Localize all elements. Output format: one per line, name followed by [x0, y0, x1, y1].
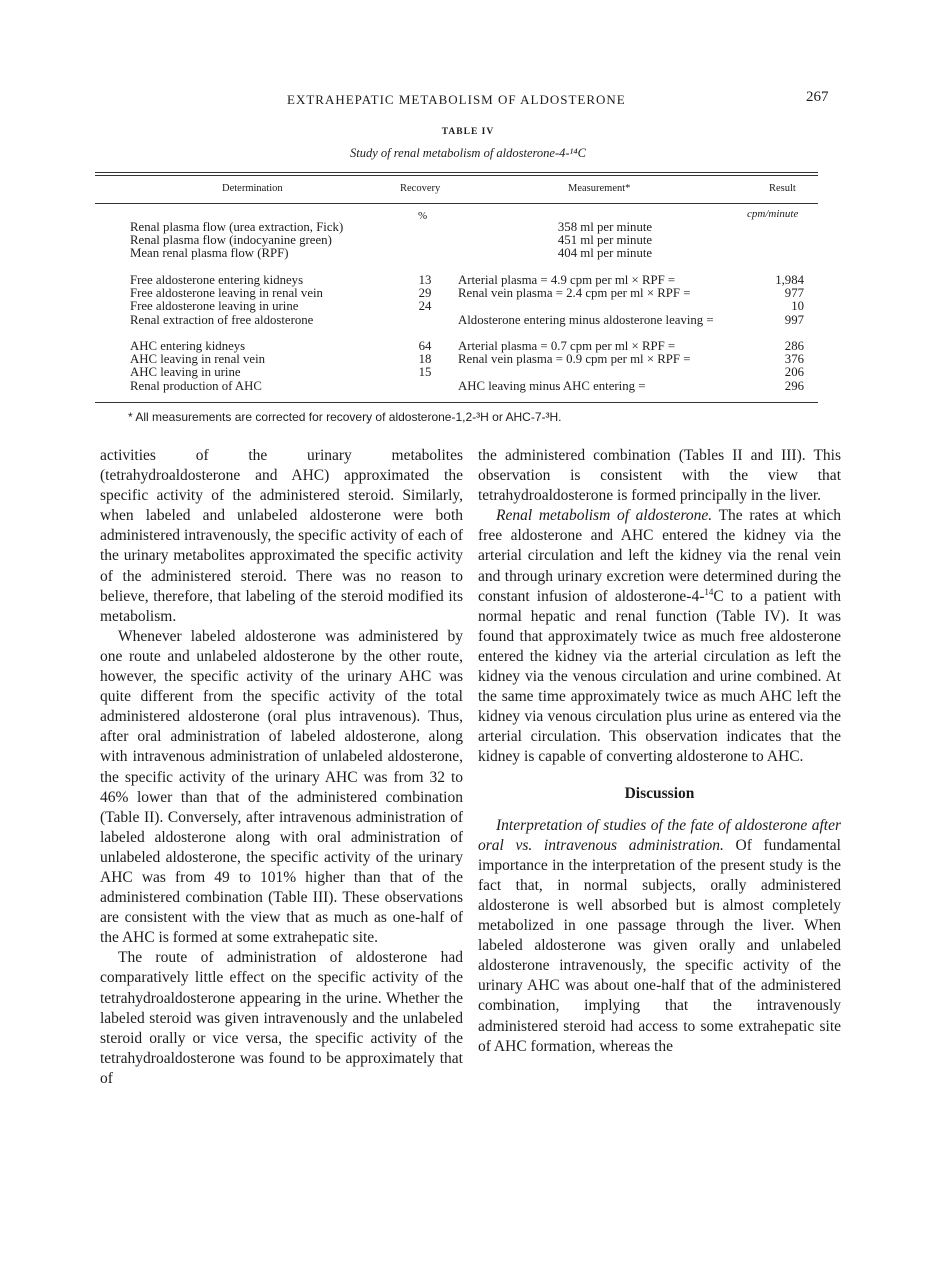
table-cell-measurement: Renal vein plasma = 0.9 cpm per ml × RPF = — [458, 352, 691, 366]
table-cell-result: 1,984 — [775, 273, 804, 287]
column-header-result: Result — [769, 183, 796, 194]
section-heading-discussion: Discussion — [624, 784, 695, 802]
table-cell-result: 286 — [784, 339, 804, 353]
table-cell-measurement: Aldosterone entering minus aldosterone leaving = — [458, 313, 714, 327]
run-in-heading: Interpretation of studies of the fate of aldosterone after oral vs. intravenous administration. — [478, 816, 841, 854]
table-cell-result: 997 — [784, 313, 804, 327]
paragraph-renal-metabolism — [478, 506, 841, 767]
table-cell-determination: AHC leaving in urine — [130, 365, 241, 379]
table-top-rule — [95, 172, 818, 173]
paragraph: The route of administration of aldosterone had comparatively little effect on the specific activity of the tetrahydroaldosterone appearing in the urine. Whether the labeled steroid was given intravenously and the unlabeled steroid orally or vice versa, the specific activity of the tetrahydroaldosterone was found to be approximately that of — [100, 949, 463, 1087]
isotope-superscript: 14 — [704, 586, 714, 597]
paragraph: the administered combination (Tables II and III). This observation is consistent with the view that tetrahydroaldosterone is formed principally in the liver. — [478, 447, 841, 505]
table-label: TABLE IV — [441, 127, 495, 137]
table-cell-determination: Renal plasma flow (urea extraction, Fick) — [130, 220, 344, 234]
table-cell-measurement: Renal vein plasma = 2.4 cpm per ml × RPF = — [458, 286, 691, 300]
table-header-rule — [95, 203, 818, 204]
paragraph: activities of the urinary metabolites (tetrahydroaldosterone and AHC) approximated the specific activity of the administered steroid. Similarly, when labeled and unlabeled aldosterone were both administered intravenously, the specific activity of each of the urinary metabolites approximated the specific activity of the administered steroid. There was no reason to believe, therefore, that labeling of the steroid modified its metabolism. — [100, 447, 463, 625]
table-cell-measurement: Arterial plasma = 4.9 cpm per ml × RPF = — [458, 273, 676, 287]
table-cell-result: 206 — [784, 365, 804, 379]
table-cell-determination: Renal production of AHC — [130, 379, 262, 393]
result-unit: cpm/minute — [747, 208, 799, 220]
run-in-heading: Renal metabolism of aldosterone. — [496, 507, 713, 525]
table-cell-recovery: 18 — [418, 352, 432, 366]
table-cell-determination: Free aldosterone entering kidneys — [130, 273, 304, 287]
table-top-rule-double — [95, 175, 818, 176]
table-cell-result: 977 — [784, 286, 804, 300]
table-cell-measurement: AHC leaving minus AHC entering = — [458, 379, 646, 393]
table-cell-determination: Mean renal plasma flow (RPF) — [130, 246, 289, 260]
table-cell-measurement: 404 ml per minute — [557, 246, 653, 260]
recovery-unit: % — [418, 210, 428, 222]
table-bottom-rule — [95, 402, 818, 403]
table-cell-determination: Renal extraction of free aldosterone — [130, 313, 314, 327]
table-cell-measurement: 358 ml per minute — [557, 220, 653, 234]
table-cell-determination: Renal plasma flow (indocyanine green) — [130, 233, 332, 247]
table-cell-measurement: Arterial plasma = 0.7 cpm per ml × RPF = — [458, 339, 676, 353]
running-title: EXTRAHEPATIC METABOLISM OF ALDOSTERONE — [287, 92, 626, 107]
column-header-determination: Determination — [222, 183, 283, 194]
table-cell-recovery: 13 — [418, 273, 432, 287]
paragraph-text: The rates at which free aldosterone and AHC entered the kidney via the arterial circulation and left the kidney via the renal vein and through urinary excretion were determined during the constant infusion of aldosterone-4- — [478, 507, 841, 605]
table-cell-recovery: 24 — [418, 299, 432, 313]
column-header-measurement: Measurement* — [568, 183, 631, 194]
table-cell-determination: AHC leaving in renal vein — [130, 352, 266, 366]
table-cell-result: 376 — [784, 352, 804, 366]
paragraph-interpretation — [478, 816, 841, 1057]
table-cell-recovery: 15 — [418, 365, 432, 379]
paragraph-text: Of fundamental importance in the interpretation of the present study is the fact that, in normal subjects, orally administered aldosterone is well absorbed but is almost completely metabolized in one passage through the liver. When labeled aldosterone was given orally and unlabeled aldosterone intravenously, the specific activity of the urinary AHC was about one-half that of the administered combination, implying that the intravenously administered steroid had access to some extrahepatic site of AHC formation, whereas the — [478, 836, 841, 1055]
column-header-recovery: Recovery — [400, 183, 441, 194]
table-cell-determination: Free aldosterone leaving in urine — [130, 299, 299, 313]
table-cell-result: 296 — [784, 379, 804, 393]
table-cell-measurement: 451 ml per minute — [557, 233, 653, 247]
table-cell-determination: Free aldosterone leaving in renal vein — [130, 286, 323, 300]
page-number: 267 — [806, 89, 829, 105]
right-text-column — [478, 446, 841, 1057]
table-cell-recovery: 64 — [418, 339, 432, 353]
left-text-column — [100, 446, 463, 1089]
paragraph-text: C to a patient with normal hepatic and renal function (Table IV). It was found that approximately twice as much free aldosterone entered the kidney via the arterial circulation as left the kidney via the venous circulation and urine combined. At the same time approximately twice as much AHC left the kidney via venous circulation plus urine as entered via the arterial circulation. This observation indicates that the kidney is capable of converting aldosterone to AHC. — [478, 587, 841, 766]
table-cell-recovery: 29 — [418, 286, 432, 300]
paragraph: Whenever labeled aldosterone was administered by one route and unlabeled aldosterone by the other route, however, the specific activity of the urinary AHC was quite different from the specific activity of the total administered aldosterone (oral plus intravenous). Thus, after oral administration of labeled aldosterone, along with intravenous administration of unlabeled aldosterone, the specific activity of the urinary AHC was from 32 to 46% lower than that of the administered combination (Table II). Conversely, after intravenous administration of labeled aldosterone along with oral administration of unlabeled aldosterone, the specific activity of the urinary AHC was from 49 to 101% higher than that of the administered combination (Table III). These observations are consistent with the view that as much as one-half of the AHC is formed at some extrahepatic site. — [100, 627, 463, 947]
table-footnote: * All measurements are corrected for recovery of aldosterone-1,2-³H or AHC-7-³H. — [128, 410, 562, 424]
table-caption: Study of renal metabolism of aldosterone-4-¹⁴C — [350, 146, 586, 160]
table-cell-determination: AHC entering kidneys — [130, 339, 246, 353]
table-cell-result: 10 — [791, 299, 804, 313]
